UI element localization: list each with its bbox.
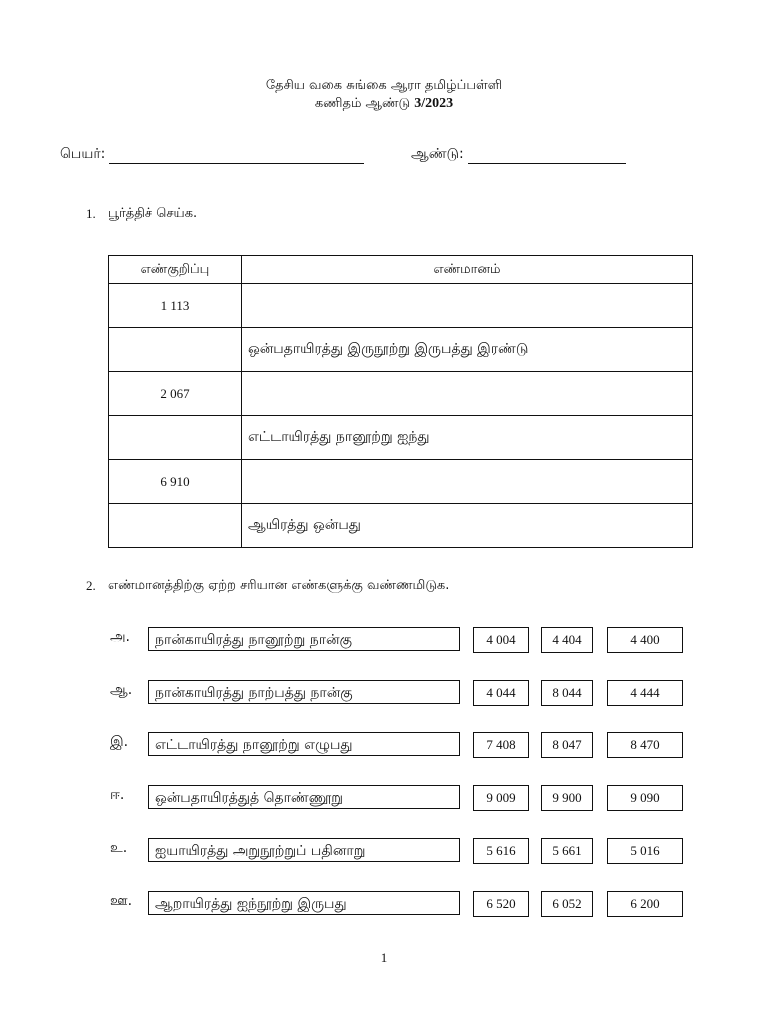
- words-cell[interactable]: ஆயிரத்து ஒன்பது: [242, 504, 693, 548]
- question-2-number: 2.: [86, 578, 96, 593]
- number-words-box: ஐயாயிரத்து அறுநூற்றுப் பதினாறு: [148, 838, 460, 862]
- numeral-cell[interactable]: 1 113: [109, 284, 242, 328]
- number-words-box: நான்காயிரத்து நாற்பத்து நான்கு: [148, 680, 460, 704]
- table-row: [109, 372, 693, 416]
- number-words-box: ஆறாயிரத்து ஐந்நூற்று இருபது: [148, 891, 460, 915]
- name-blank-line[interactable]: [109, 149, 364, 164]
- words-cell[interactable]: எட்டாயிரத்து நானூற்று ஐந்து: [242, 416, 693, 460]
- words-cell[interactable]: [242, 460, 693, 504]
- year-label: 3/2023: [414, 96, 454, 111]
- words-cell[interactable]: [242, 284, 693, 328]
- question-2-heading: [86, 578, 449, 594]
- item-label: இ.: [110, 734, 129, 750]
- option-box[interactable]: 6 200: [607, 891, 683, 917]
- option-box[interactable]: 9 900: [541, 785, 593, 811]
- table-row: [109, 328, 693, 372]
- header-numeral: எண்குறிப்பு: [109, 256, 242, 284]
- option-box[interactable]: 8 044: [541, 680, 593, 706]
- number-words-box: ஒன்பதாயிரத்துத் தொண்ணூறு: [148, 785, 460, 809]
- table-row: [109, 460, 693, 504]
- item-label: ஈ.: [110, 787, 125, 803]
- numeral-cell[interactable]: [109, 504, 242, 548]
- question-1-instruction: பூர்த்திச் செய்க.: [108, 206, 198, 221]
- item-label: ஊ.: [110, 893, 133, 909]
- page-number: 1: [380, 950, 388, 965]
- option-box[interactable]: 6 520: [473, 891, 529, 917]
- matching-item: [110, 680, 690, 706]
- question-1-heading: [86, 206, 197, 222]
- name-label: பெயர்:: [60, 146, 106, 162]
- number-words-box: எட்டாயிரத்து நானூற்று எழுபது: [148, 732, 460, 756]
- item-label: ஆ.: [110, 682, 133, 698]
- words-cell[interactable]: ஒன்பதாயிரத்து இருநூற்று இருபத்து இரண்டு: [242, 328, 693, 372]
- option-box[interactable]: 4 400: [607, 627, 683, 653]
- question-1-number: 1.: [86, 206, 96, 221]
- numeral-cell[interactable]: 2 067: [109, 372, 242, 416]
- header-words: எண்மானம்: [242, 256, 693, 284]
- matching-item: [110, 838, 690, 864]
- number-words-box: நான்காயிரத்து நானூற்று நான்கு: [148, 627, 460, 651]
- class-field: [411, 146, 626, 164]
- option-box[interactable]: 4 404: [541, 627, 593, 653]
- words-cell[interactable]: [242, 372, 693, 416]
- option-box[interactable]: 8 470: [607, 732, 683, 758]
- option-box[interactable]: 6 052: [541, 891, 593, 917]
- option-box[interactable]: 8 047: [541, 732, 593, 758]
- numeral-cell[interactable]: [109, 416, 242, 460]
- table-row: [109, 504, 693, 548]
- name-field: [60, 146, 364, 164]
- item-label: அ.: [110, 629, 131, 645]
- option-box[interactable]: 5 616: [473, 838, 529, 864]
- numeral-words-table: [108, 255, 693, 548]
- option-box[interactable]: 9 009: [473, 785, 529, 811]
- numeral-cell[interactable]: [109, 328, 242, 372]
- option-box[interactable]: 5 016: [607, 838, 683, 864]
- item-label: உ.: [110, 840, 128, 856]
- option-box[interactable]: 9 090: [607, 785, 683, 811]
- matching-item: [110, 627, 690, 653]
- subject-label: கணிதம் ஆண்டு: [314, 96, 411, 111]
- table-header-row: [109, 256, 693, 284]
- numeral-cell[interactable]: 6 910: [109, 460, 242, 504]
- class-label: ஆண்டு:: [411, 146, 464, 162]
- option-box[interactable]: 4 444: [607, 680, 683, 706]
- option-box[interactable]: 4 044: [473, 680, 529, 706]
- class-blank-line[interactable]: [468, 149, 626, 164]
- school-title: தேசிய வகை சுங்கை ஆரா தமிழ்ப்பள்ளி: [265, 78, 503, 93]
- question-2-instruction: எண்மானத்திற்கு ஏற்ற சரியான எண்களுக்கு வண்ணமிடுக.: [108, 578, 450, 593]
- option-box[interactable]: 7 408: [473, 732, 529, 758]
- matching-item: [110, 891, 690, 917]
- table-row: [109, 416, 693, 460]
- matching-item: [110, 785, 690, 811]
- option-box[interactable]: 5 661: [541, 838, 593, 864]
- table-row: [109, 284, 693, 328]
- matching-item: [110, 732, 690, 758]
- option-box[interactable]: 4 004: [473, 627, 529, 653]
- subject-title: [0, 96, 768, 112]
